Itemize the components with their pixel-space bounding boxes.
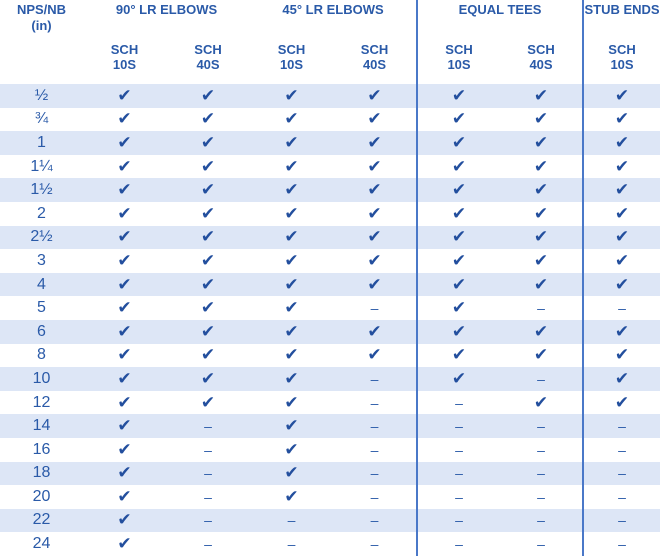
schedule-prefix: SCH	[110, 42, 139, 57]
checkmark-icon: ✔	[417, 178, 500, 202]
checkmark-icon: ✔	[417, 273, 500, 297]
checkmark-icon: ✔	[166, 320, 250, 344]
checkmark-icon: ✔	[500, 320, 583, 344]
dash-cell: –	[333, 485, 417, 509]
nps-size-cell: 14	[0, 414, 83, 438]
checkmark-icon: ✔	[250, 178, 333, 202]
dash-cell: –	[500, 296, 583, 320]
checkmark-icon: ✔	[417, 226, 500, 250]
checkmark-icon: ✔	[333, 344, 417, 368]
nps-size-cell: ¾	[0, 108, 83, 132]
checkmark-icon: ✔	[83, 462, 166, 486]
schedule-prefix: SCH	[194, 42, 222, 57]
checkmark-icon: ✔	[333, 226, 417, 250]
checkmark-icon: ✔	[83, 296, 166, 320]
nps-size-cell: 20	[0, 485, 83, 509]
dash-cell: –	[166, 485, 250, 509]
dash-cell: –	[166, 438, 250, 462]
checkmark-icon: ✔	[417, 296, 500, 320]
dash-cell: –	[250, 509, 333, 533]
checkmark-icon: ✔	[83, 485, 166, 509]
checkmark-icon: ✔	[500, 202, 583, 226]
checkmark-icon: ✔	[333, 84, 417, 108]
checkmark-icon: ✔	[166, 202, 250, 226]
schedule-header-5	[500, 40, 583, 84]
dash-cell: –	[500, 462, 583, 486]
table-row	[0, 414, 660, 438]
checkmark-icon: ✔	[166, 178, 250, 202]
table-row	[0, 155, 660, 179]
checkmark-icon: ✔	[166, 155, 250, 179]
checkmark-icon: ✔	[83, 532, 166, 556]
checkmark-icon: ✔	[583, 202, 660, 226]
dash-cell: –	[417, 485, 500, 509]
dash-cell: –	[500, 532, 583, 556]
nps-size-cell: 4	[0, 273, 83, 297]
nps-size-cell: 1	[0, 131, 83, 155]
nps-header	[0, 0, 83, 40]
nps-size-cell: 5	[0, 296, 83, 320]
checkmark-icon: ✔	[417, 84, 500, 108]
table-row	[0, 84, 660, 108]
schedule-header-row	[0, 40, 660, 84]
schedule-prefix: SCH	[608, 42, 636, 57]
checkmark-icon: ✔	[166, 226, 250, 250]
table-row	[0, 320, 660, 344]
table-row	[0, 367, 660, 391]
schedule-header-blank	[0, 40, 83, 84]
dash-cell: –	[417, 509, 500, 533]
schedule-header-0	[83, 40, 166, 84]
checkmark-icon: ✔	[500, 344, 583, 368]
checkmark-icon: ✔	[250, 202, 333, 226]
table-row	[0, 462, 660, 486]
nps-size-cell: 12	[0, 391, 83, 415]
dash-cell: –	[166, 414, 250, 438]
checkmark-icon: ✔	[417, 155, 500, 179]
checkmark-icon: ✔	[500, 249, 583, 273]
checkmark-icon: ✔	[250, 391, 333, 415]
group-header-stub-ends: STUB ENDS	[584, 2, 660, 17]
nps-size-cell: 8	[0, 344, 83, 368]
nps-unit: (in)	[31, 18, 52, 33]
dash-cell: –	[583, 509, 660, 533]
checkmark-icon: ✔	[583, 155, 660, 179]
schedule-value: 40S	[529, 57, 553, 72]
nps-size-cell: 22	[0, 509, 83, 533]
table-header	[0, 0, 660, 84]
checkmark-icon: ✔	[83, 178, 166, 202]
dash-cell: –	[166, 509, 250, 533]
checkmark-icon: ✔	[83, 202, 166, 226]
checkmark-icon: ✔	[250, 249, 333, 273]
checkmark-icon: ✔	[250, 84, 333, 108]
table-row	[0, 178, 660, 202]
checkmark-icon: ✔	[417, 249, 500, 273]
checkmark-icon: ✔	[83, 273, 166, 297]
dash-cell: –	[250, 532, 333, 556]
schedule-prefix: SCH	[360, 42, 389, 57]
checkmark-icon: ✔	[583, 273, 660, 297]
schedule-header-3	[333, 40, 417, 84]
checkmark-icon: ✔	[333, 273, 417, 297]
checkmark-icon: ✔	[417, 367, 500, 391]
dash-cell: –	[500, 485, 583, 509]
schedule-prefix: SCH	[527, 42, 555, 57]
nps-size-cell: ½	[0, 84, 83, 108]
checkmark-icon: ✔	[250, 155, 333, 179]
group-header-45-elbows: 45° LR ELBOWS	[250, 0, 417, 40]
table-row	[0, 344, 660, 368]
checkmark-icon: ✔	[583, 391, 660, 415]
checkmark-icon: ✔	[583, 178, 660, 202]
dash-cell: –	[500, 509, 583, 533]
dash-cell: –	[500, 414, 583, 438]
checkmark-icon: ✔	[250, 320, 333, 344]
checkmark-icon: ✔	[83, 391, 166, 415]
checkmark-icon: ✔	[250, 462, 333, 486]
dash-cell: –	[333, 391, 417, 415]
table-row	[0, 131, 660, 155]
checkmark-icon: ✔	[333, 108, 417, 132]
checkmark-icon: ✔	[417, 320, 500, 344]
checkmark-icon: ✔	[333, 178, 417, 202]
checkmark-icon: ✔	[83, 226, 166, 250]
dash-cell: –	[166, 462, 250, 486]
checkmark-icon: ✔	[166, 391, 250, 415]
dash-cell: –	[583, 532, 660, 556]
checkmark-icon: ✔	[500, 84, 583, 108]
checkmark-icon: ✔	[83, 131, 166, 155]
checkmark-icon: ✔	[500, 391, 583, 415]
dash-cell: –	[417, 414, 500, 438]
schedule-value: 10S	[447, 57, 471, 72]
schedule-header-4	[417, 40, 500, 84]
checkmark-icon: ✔	[83, 84, 166, 108]
group-header-90-elbows: 90° LR ELBOWS	[115, 2, 218, 17]
checkmark-icon: ✔	[83, 414, 166, 438]
checkmark-icon: ✔	[583, 226, 660, 250]
dash-cell: –	[583, 296, 660, 320]
dash-cell: –	[333, 532, 417, 556]
dash-cell: –	[417, 532, 500, 556]
checkmark-icon: ✔	[166, 108, 250, 132]
checkmark-icon: ✔	[166, 131, 250, 155]
dash-cell: –	[583, 485, 660, 509]
schedule-value: 10S	[279, 57, 304, 72]
schedule-value: 10S	[610, 57, 634, 72]
dash-cell: –	[333, 367, 417, 391]
dash-cell: –	[417, 391, 500, 415]
checkmark-icon: ✔	[250, 296, 333, 320]
nps-size-cell: 2½	[0, 226, 83, 250]
checkmark-icon: ✔	[500, 108, 583, 132]
checkmark-icon: ✔	[166, 84, 250, 108]
table-row	[0, 273, 660, 297]
checkmark-icon: ✔	[583, 84, 660, 108]
nps-size-cell: 24	[0, 532, 83, 556]
checkmark-icon: ✔	[417, 344, 500, 368]
schedule-header-1	[166, 40, 250, 84]
table-body	[0, 84, 660, 556]
checkmark-icon: ✔	[166, 249, 250, 273]
dash-cell: –	[333, 438, 417, 462]
dash-cell: –	[500, 367, 583, 391]
checkmark-icon: ✔	[250, 344, 333, 368]
dash-cell: –	[417, 438, 500, 462]
nps-size-cell: 1¼	[0, 155, 83, 179]
table-row	[0, 532, 660, 556]
table-row	[0, 438, 660, 462]
checkmark-icon: ✔	[583, 367, 660, 391]
dash-cell: –	[583, 462, 660, 486]
table-row	[0, 391, 660, 415]
schedule-header-6	[583, 40, 660, 84]
nps-size-cell: 6	[0, 320, 83, 344]
checkmark-icon: ✔	[250, 273, 333, 297]
schedule-header-2	[250, 40, 333, 84]
dash-cell: –	[333, 296, 417, 320]
checkmark-icon: ✔	[583, 344, 660, 368]
table-row	[0, 485, 660, 509]
schedule-prefix: SCH	[277, 42, 306, 57]
checkmark-icon: ✔	[250, 414, 333, 438]
nps-size-cell: 16	[0, 438, 83, 462]
checkmark-icon: ✔	[500, 178, 583, 202]
checkmark-icon: ✔	[83, 438, 166, 462]
checkmark-icon: ✔	[83, 344, 166, 368]
checkmark-icon: ✔	[500, 273, 583, 297]
checkmark-icon: ✔	[166, 344, 250, 368]
nps-size-cell: 3	[0, 249, 83, 273]
dash-cell: –	[500, 438, 583, 462]
table-row	[0, 249, 660, 273]
checkmark-icon: ✔	[250, 438, 333, 462]
dash-cell: –	[583, 414, 660, 438]
schedule-value: 40S	[362, 57, 387, 72]
checkmark-icon: ✔	[83, 249, 166, 273]
checkmark-icon: ✔	[333, 155, 417, 179]
checkmark-icon: ✔	[166, 367, 250, 391]
checkmark-icon: ✔	[500, 131, 583, 155]
table-row	[0, 226, 660, 250]
checkmark-icon: ✔	[417, 202, 500, 226]
checkmark-icon: ✔	[583, 320, 660, 344]
nps-size-cell: 10	[0, 367, 83, 391]
checkmark-icon: ✔	[583, 131, 660, 155]
checkmark-icon: ✔	[583, 249, 660, 273]
checkmark-icon: ✔	[83, 509, 166, 533]
table-row	[0, 108, 660, 132]
table-row	[0, 509, 660, 533]
dash-cell: –	[166, 532, 250, 556]
nps-size-cell: 18	[0, 462, 83, 486]
checkmark-icon: ✔	[83, 108, 166, 132]
nps-size-cell: 2	[0, 202, 83, 226]
checkmark-icon: ✔	[583, 108, 660, 132]
nps-size-cell: 1½	[0, 178, 83, 202]
schedule-prefix: SCH	[445, 42, 473, 57]
checkmark-icon: ✔	[250, 226, 333, 250]
checkmark-icon: ✔	[333, 131, 417, 155]
checkmark-icon: ✔	[83, 367, 166, 391]
checkmark-icon: ✔	[250, 131, 333, 155]
dash-cell: –	[333, 509, 417, 533]
schedule-value: 10S	[112, 57, 137, 72]
dash-cell: –	[583, 438, 660, 462]
checkmark-icon: ✔	[500, 155, 583, 179]
checkmark-icon: ✔	[83, 155, 166, 179]
dash-cell: –	[333, 414, 417, 438]
checkmark-icon: ✔	[333, 202, 417, 226]
checkmark-icon: ✔	[500, 226, 583, 250]
table-row	[0, 202, 660, 226]
checkmark-icon: ✔	[333, 320, 417, 344]
checkmark-icon: ✔	[333, 249, 417, 273]
checkmark-icon: ✔	[417, 108, 500, 132]
schedule-value: 40S	[196, 57, 220, 72]
checkmark-icon: ✔	[250, 367, 333, 391]
table-row	[0, 296, 660, 320]
checkmark-icon: ✔	[250, 485, 333, 509]
group-header-equal-tees: EQUAL TEES	[417, 0, 583, 40]
checkmark-icon: ✔	[166, 273, 250, 297]
nps-label: NPS/NB	[16, 2, 67, 17]
dash-cell: –	[333, 462, 417, 486]
checkmark-icon: ✔	[250, 108, 333, 132]
checkmark-icon: ✔	[166, 296, 250, 320]
checkmark-icon: ✔	[83, 320, 166, 344]
dash-cell: –	[417, 462, 500, 486]
checkmark-icon: ✔	[417, 131, 500, 155]
